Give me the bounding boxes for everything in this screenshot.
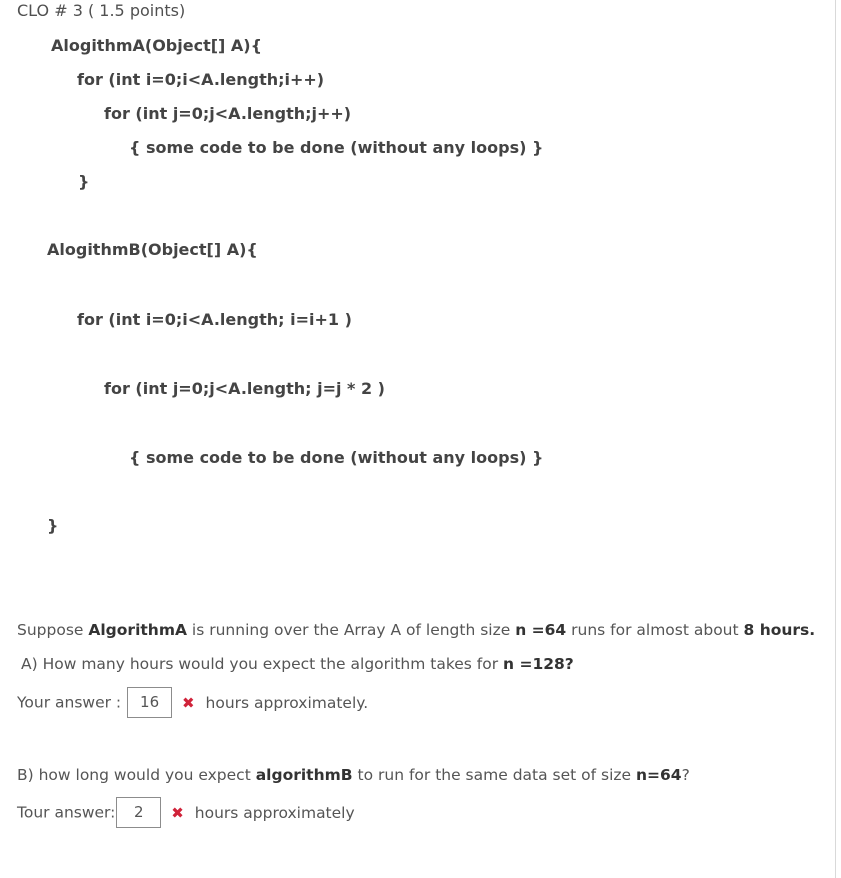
algorithm-a-outer-loop: for (int i=0;i<A.length;i++) [77, 70, 325, 89]
question-title: CLO # 3 ( 1.5 points) [17, 1, 186, 20]
part-b-answer-suffix: hours approximately [194, 803, 355, 822]
part-a-question: A) How many hours would you expect the algorithm takes for n =128? [21, 655, 574, 673]
algorithm-a-body: { some code to be done (without any loops) } [129, 138, 544, 157]
part-a-answer-label: Your answer : [17, 693, 122, 712]
page-right-border [835, 0, 836, 878]
algorithm-b-inner-loop: for (int j=0;j<A.length; j=j * 2 ) [104, 379, 385, 398]
part-a-answer-suffix: hours approximately. [205, 693, 369, 712]
algorithm-b-close-brace: } [47, 516, 59, 535]
part-b-question: B) how long would you expect algorithmB to run for the same data set of size n=64? [17, 766, 690, 784]
part-b-answer-row [17, 797, 355, 828]
algorithm-b-body: { some code to be done (without any loops) } [129, 448, 544, 467]
incorrect-x-icon: ✖ [182, 693, 195, 712]
part-a-answer-field[interactable]: 16 [127, 687, 172, 718]
algorithm-b-signature: AlogithmB(Object[] A){ [47, 240, 258, 259]
algorithm-a-close-brace: } [78, 172, 90, 191]
algorithm-a-signature: AlogithmA(Object[] A){ [51, 36, 263, 55]
incorrect-x-icon: ✖ [171, 803, 184, 822]
part-a-answer-row [17, 687, 368, 718]
part-b-answer-label: Tour answer: [17, 803, 116, 822]
algorithm-a-inner-loop: for (int j=0;j<A.length;j++) [104, 104, 352, 123]
part-b-answer-field[interactable]: 2 [116, 797, 161, 828]
question-prompt: Suppose AlgorithmA is running over the Array A of length size n =64 runs for almost about 8 hours. [17, 621, 816, 639]
algorithm-b-outer-loop: for (int i=0;i<A.length; i=i+1 ) [77, 310, 352, 329]
